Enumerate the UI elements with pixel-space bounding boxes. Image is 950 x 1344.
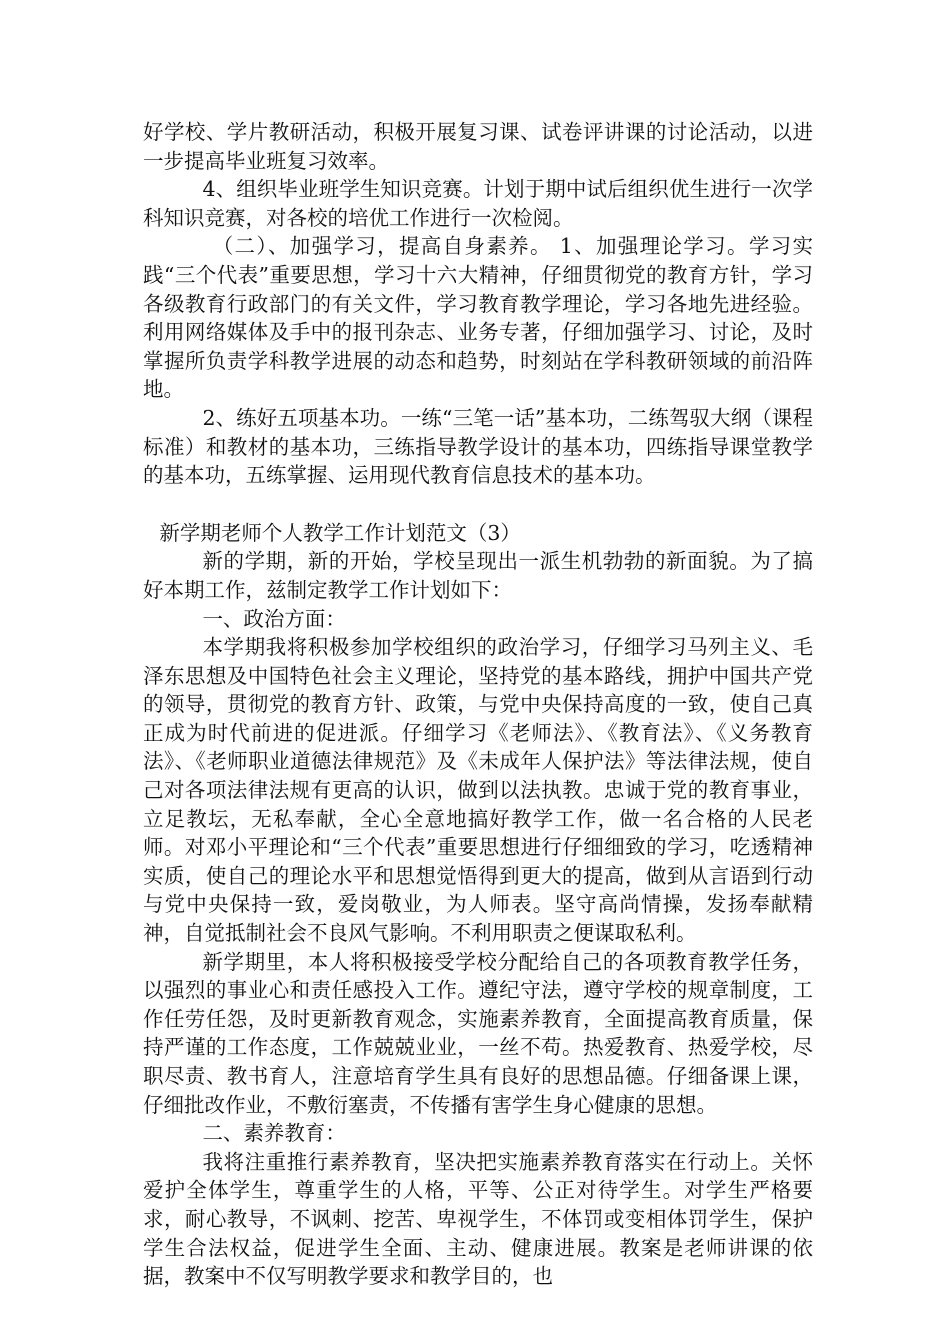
section-spacer bbox=[143, 490, 813, 519]
subheading-politics: 一、政治方面： bbox=[202, 606, 346, 631]
section-heading: 新学期老师个人教学工作计划范文（3） bbox=[159, 520, 521, 545]
paragraph-knowledge-contest: 4、组织毕业班学生知识竞赛。计划于期中试后组织优生进行一次学科知识竞赛，对各校的培优工作进行一次检阅。 bbox=[143, 177, 813, 230]
paragraph-intro: 新的学期，新的开始，学校呈现出一派生机勃勃的新面貌。为了搞好本期工作，兹制定教学工作计划如下： bbox=[143, 549, 813, 602]
document-body bbox=[143, 118, 813, 1291]
subheading-quality-education: 二、素养教育： bbox=[202, 1121, 346, 1146]
paragraph-duties: 新学期里，本人将积极接受学校分配给自己的各项教育教学任务，以强烈的事业心和责任感投入工作。遵纪守法，遵守学校的规章制度，工作任劳任怨，及时更新教育观念，实施素养教育，全面提高教育质量，保持严谨的工作态度，工作兢兢业业，一丝不苟。热爱教育、热爱学校，尽职尽责、教书育人，注意培育学生具有良好的思想品德。仔细备课上课，仔细批改作业，不敷衍塞责，不传播有害学生身心健康的思想。 bbox=[143, 949, 813, 1117]
paragraph-strengthen-learning: （二）、加强学习，提高自身素养。 1、加强理论学习。学习实践“三个代表”重要思想，学习十六大精神，仔细贯彻党的教育方针，学习各级教育行政部门的有关文件，学习教育教学理论，学习各地先进经验。利用网络媒体及手中的报刊杂志、业务专著，仔细加强学习、讨论，及时掌握所负责学科教学进展的动态和趋势，时刻站在学科教研领域的前沿阵地。 bbox=[143, 234, 813, 402]
paragraph-basic-skills: 2、练好五项基本功。一练“三笔一话”基本功，二练驾驭大纲（课程标准）和教材的基本功，三练指导教学设计的基本功，四练指导课堂教学的基本功，五练掌握、运用现代教育信息技术的基本功。 bbox=[143, 405, 813, 488]
paragraph-review-activities: 好学校、学片教研活动，积极开展复习课、试卷评讲课的讨论活动，以进一步提高毕业班复习效率。 bbox=[143, 120, 813, 173]
paragraph-politics: 本学期我将积极参加学校组织的政治学习，仔细学习马列主义、毛泽东思想及中国特色社会主义理论，坚持党的基本路线，拥护中国共产党的领导，贯彻党的教育方针、政策，与党中央保持高度的一致，使自己真正成为时代前进的促进派。仔细学习《老师法》、《教育法》、《义务教育法》、《老师职业道德法律规范》及《未成年人保护法》等法律法规，使自己对各项法律法规有更高的认识，做到以法执教。忠诚于党的教育事业，立足教坛，无私奉献，全心全意地搞好教学工作，做一名合格的人民老师。对邓小平理论和“三个代表”重要思想进行仔细细致的学习，吃透精神实质，使自己的理论水平和思想觉悟得到更大的提高，做到从言语到行动与党中央保持一致，爱岗敬业，为人师表。坚守高尚情操，发扬奉献精神，自觉抵制社会不良风气影响。不利用职责之便谋取私利。 bbox=[143, 635, 813, 946]
paragraph-quality-education: 我将注重推行素养教育，坚决把实施素养教育落实在行动上。关怀爱护全体学生，尊重学生的人格，平等、公正对待学生。对学生严格要求，耐心教导，不讽刺、挖苦、卑视学生，不体罚或变相体罚学生，保护学生合法权益，促进学生全面、主动、健康进展。教案是老师讲课的依据，教案中不仅写明教学要求和教学目的，也 bbox=[143, 1149, 813, 1289]
